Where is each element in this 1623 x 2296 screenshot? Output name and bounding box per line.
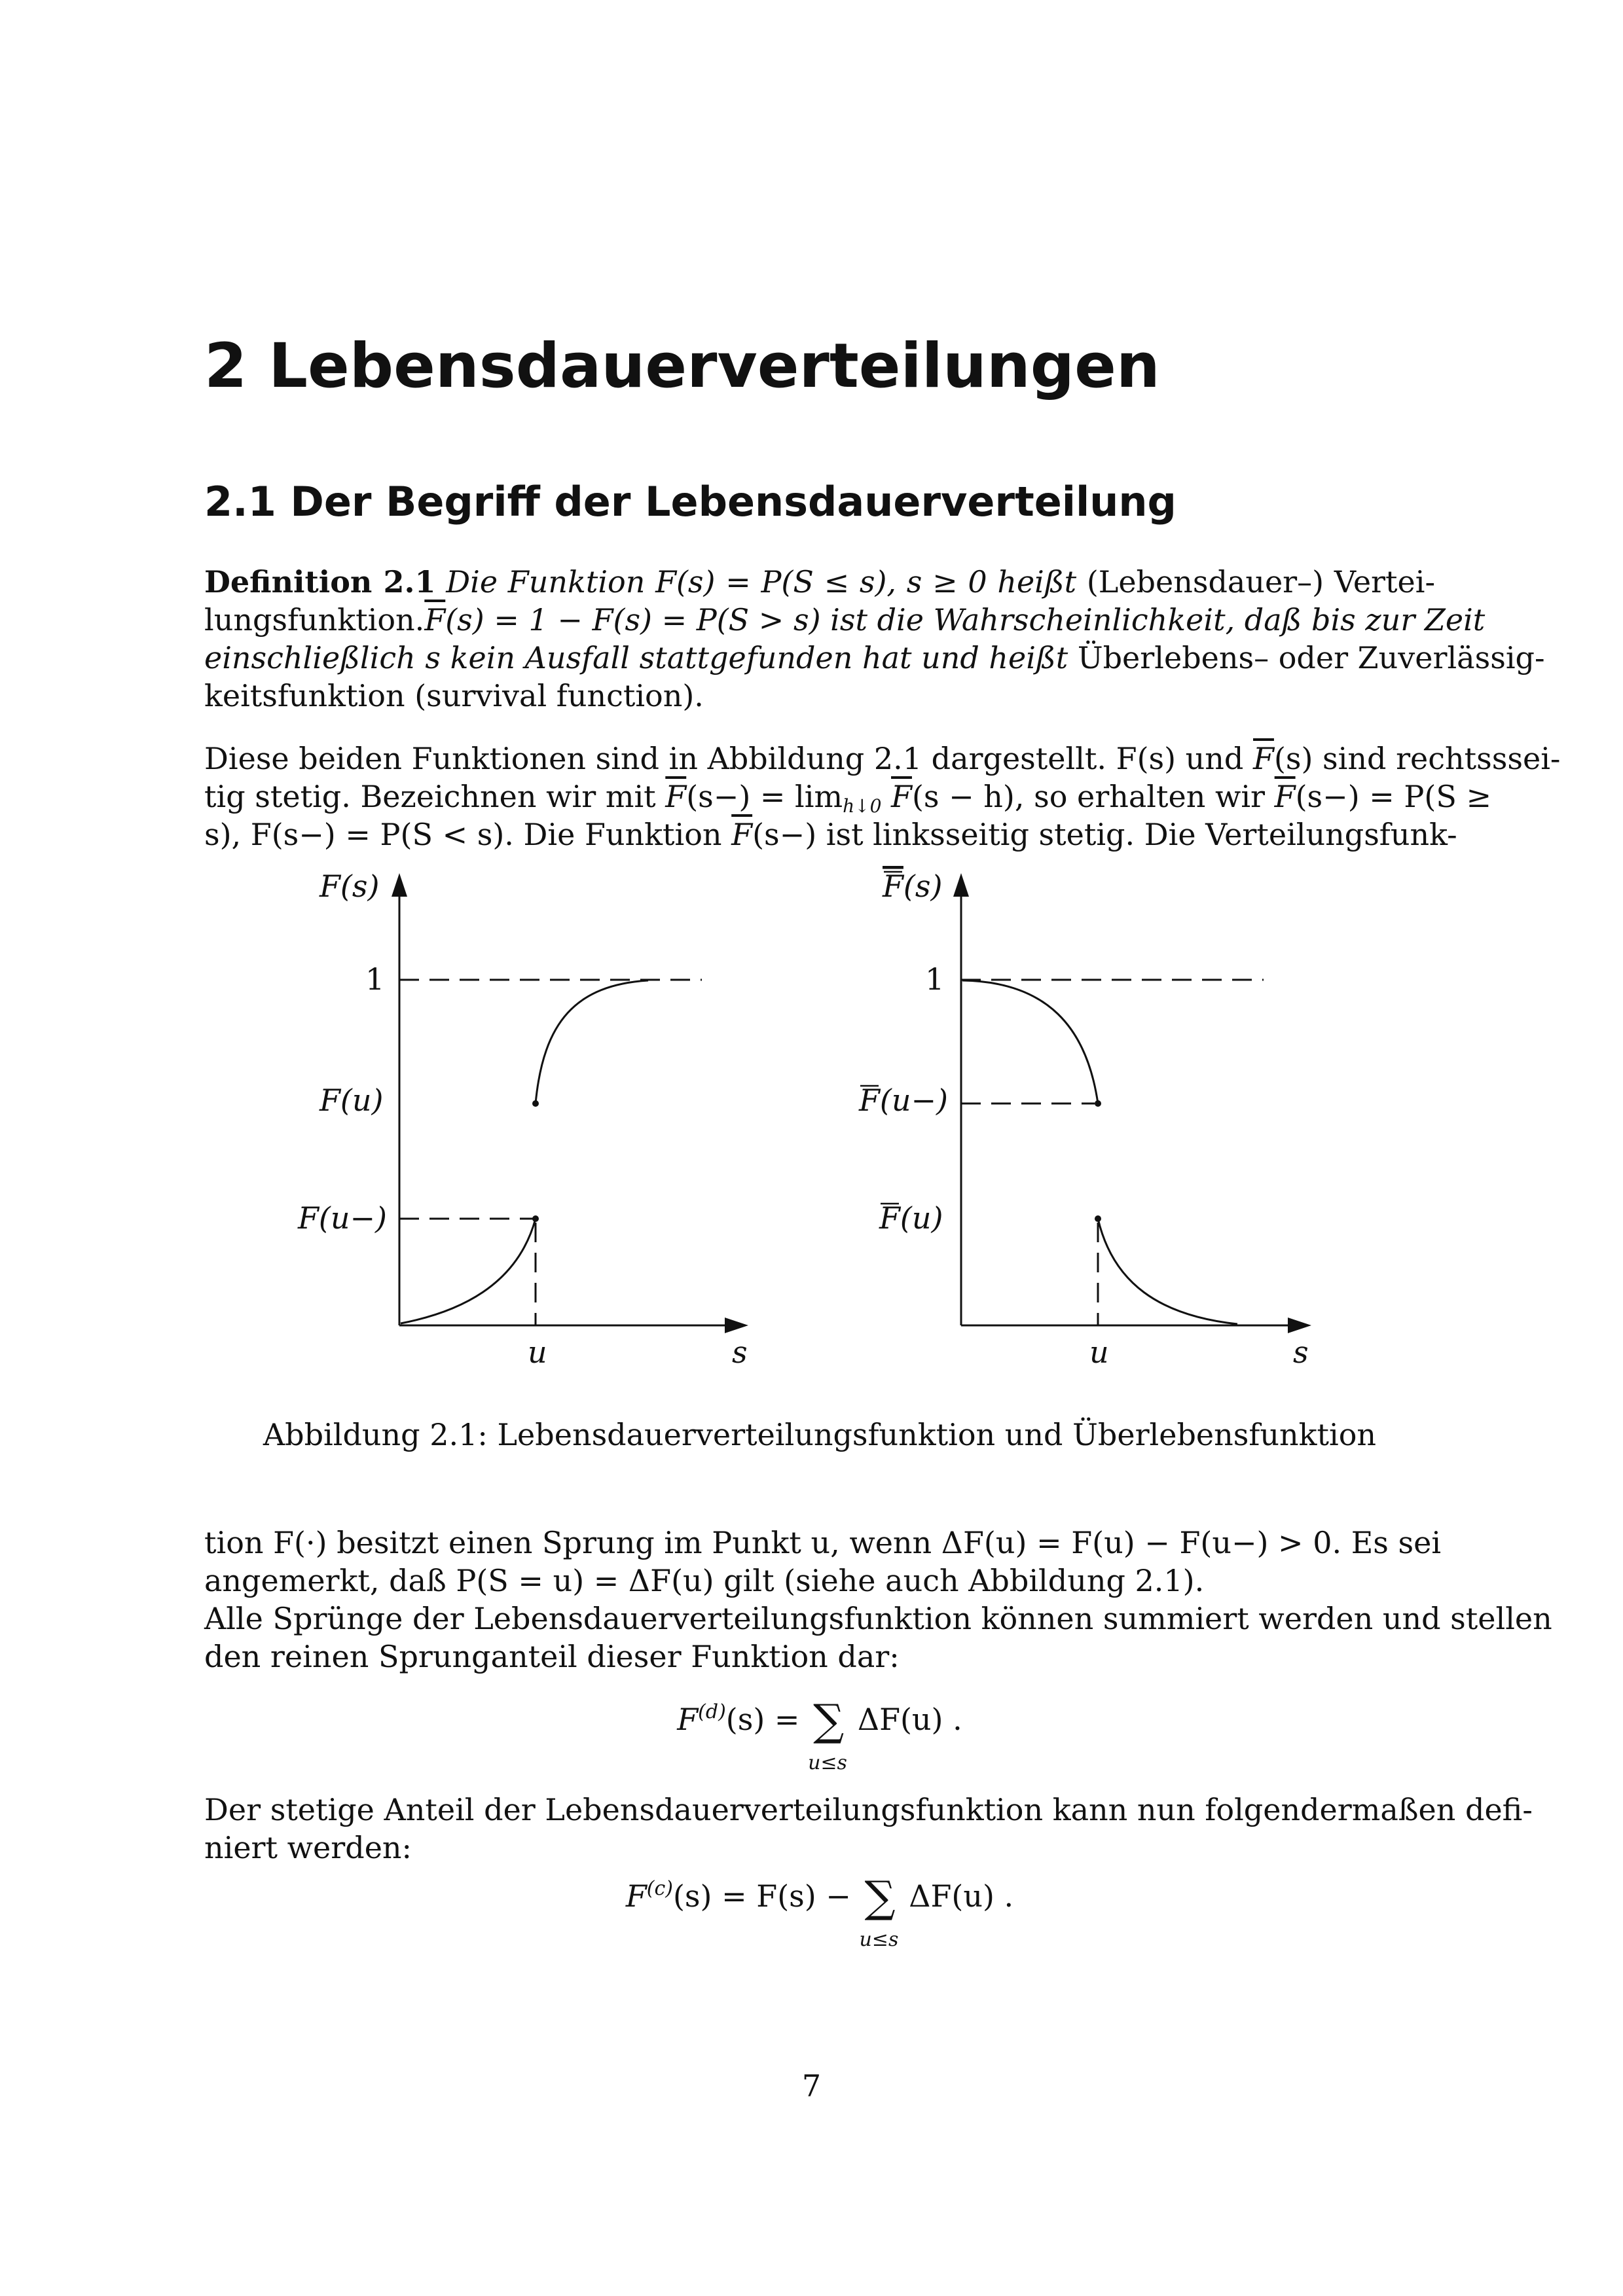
overline-symbol: F	[859, 1083, 880, 1118]
x-u: u	[1089, 1335, 1109, 1370]
x-u: u	[528, 1335, 547, 1370]
sum-glyph: ∑	[813, 1695, 845, 1746]
definition-line-3	[204, 639, 1545, 677]
eq-text: (s) = F(s) −	[672, 1878, 851, 1914]
ylabel	[882, 869, 942, 904]
page-number: 7	[801, 2068, 822, 2104]
ylabel: F(s)	[319, 869, 380, 904]
definition-line-4	[204, 677, 1435, 715]
text: (s−) = P(S ≥	[1295, 779, 1491, 814]
point-fu	[532, 1100, 539, 1107]
tick-1: 1	[925, 961, 945, 997]
paragraph-line: angemerkt, daß P(S = u) = ΔF(u) gilt (siehe auch Abbildung 2.1).	[204, 1563, 1205, 1598]
tick-rest: (u)	[900, 1200, 943, 1236]
text: (s − h), so erhalten wir	[911, 779, 1266, 814]
paragraph-line: Der stetige Anteil der Lebensdauerverteilungsfunktion kann nun folgendermaßen defi-	[204, 1792, 1533, 1827]
ylabel-rest: (s)	[903, 869, 943, 904]
definition-text: Überlebens– oder Zuverlässig-	[1077, 640, 1545, 675]
figure-caption: Abbildung 2.1: Lebensdauerverteilungsfunktion und Überlebensfunktion	[263, 1417, 1377, 1452]
definition-text: (s) = 1 − F(s) = P(S > s) ist die Wahrscheinlichkeit, daß bis zur Zeit	[445, 602, 1486, 637]
overline-symbol: $\overline{F}$	[731, 817, 753, 852]
text: Diese beiden Funktionen sind in Abbildung 2.1 dargestellt. F(s) und	[204, 741, 1244, 776]
tick-fu: F(u)	[319, 1083, 384, 1118]
paragraph-line: niert werden:	[204, 1830, 412, 1865]
overline-symbol: F	[883, 869, 903, 904]
paragraph-line: den reinen Sprunganteil dieser Funktion dar:	[204, 1639, 900, 1674]
curve-lower	[1098, 1219, 1237, 1324]
point-fum	[532, 1215, 539, 1222]
eq-superscript: (c)	[646, 1877, 673, 1900]
x-s: s	[1293, 1335, 1309, 1370]
tick-fbar-u	[879, 1200, 943, 1236]
subscript: h↓0	[843, 795, 882, 817]
eq-text: ΔF(u) .	[909, 1878, 1014, 1914]
text: (s) sind rechtsssei-	[1273, 741, 1561, 776]
sum-symbol	[808, 1695, 847, 1774]
curve-upper	[536, 980, 648, 1103]
eq-symbol: F	[625, 1878, 647, 1914]
eq-text: (s) =	[725, 1702, 800, 1737]
sum-limit: u≤s	[859, 1928, 899, 1951]
point-fbar-u	[1095, 1215, 1101, 1222]
sum-symbol	[859, 1872, 899, 1951]
curve-lower	[401, 1219, 536, 1323]
equation-continuous-part	[204, 1872, 1435, 1951]
curve-upper	[962, 980, 1098, 1103]
paragraph-line: Alle Sprünge der Lebensdauerverteilungsfunktion können summiert werden und stellen	[204, 1601, 1552, 1636]
definition-label: Definition 2.1	[204, 564, 436, 600]
definition-text: einschließlich s kein Ausfall stattgefunden hat und heißt	[204, 640, 1068, 675]
section-title: 2.1 Der Begriff der Lebensdauerverteilung	[204, 478, 1176, 526]
eq-symbol: F	[677, 1702, 699, 1737]
paragraph-line	[204, 816, 1457, 853]
left-panel	[297, 869, 748, 1370]
text: (s−) ist linksseitig stetig. Die Verteilungsfunk-	[752, 817, 1457, 852]
overline-symbol: $\overline{F}$	[424, 602, 446, 637]
overline-symbol: F	[879, 1200, 900, 1236]
definition-text: keitsfunktion (survival function).	[204, 678, 704, 713]
tick-fbar-um	[858, 1083, 948, 1118]
definition-text: Die Funktion F(s) = P(S ≤ s), s ≥ 0 heißt	[446, 564, 1077, 600]
sum-glyph: ∑	[864, 1872, 896, 1922]
sum-limit: u≤s	[808, 1751, 847, 1774]
overline-symbol: $\overline{F}$	[1253, 741, 1274, 776]
tick-rest: (u−)	[879, 1083, 948, 1118]
text: s), F(s−) = P(S < s). Die Funktion	[204, 817, 722, 852]
tick-fum: F(u−)	[298, 1200, 387, 1236]
eq-superscript: (d)	[698, 1700, 726, 1723]
paragraph-line	[204, 740, 1561, 778]
eq-text: ΔF(u) .	[857, 1702, 962, 1737]
right-panel	[858, 869, 1309, 1370]
equation-jump-part	[204, 1695, 1435, 1774]
x-s: s	[732, 1335, 748, 1370]
text: (s−) = lim	[686, 779, 843, 814]
chapter-title: 2 Lebensdauerverteilungen	[204, 331, 1160, 402]
tick-1: 1	[365, 961, 385, 997]
definition-line-1	[204, 563, 1435, 601]
overline-symbol: $\overline{F}$	[665, 779, 687, 814]
definition-text: lungsfunktion.	[204, 602, 425, 637]
text: tig stetig. Bezeichnen wir mit	[204, 779, 656, 814]
definition-line-2	[204, 601, 1486, 639]
overline-symbol: $\overline{F}$	[891, 779, 912, 814]
definition-text: (Lebensdauer–) Vertei-	[1086, 564, 1436, 600]
overline-symbol: $\overline{F}$	[1274, 779, 1296, 814]
point-fbar-um	[1095, 1100, 1101, 1107]
paragraph-line: tion F(·) besitzt einen Sprung im Punkt u, wenn ΔF(u) = F(u) − F(u−) > 0. Es sei	[204, 1525, 1442, 1560]
